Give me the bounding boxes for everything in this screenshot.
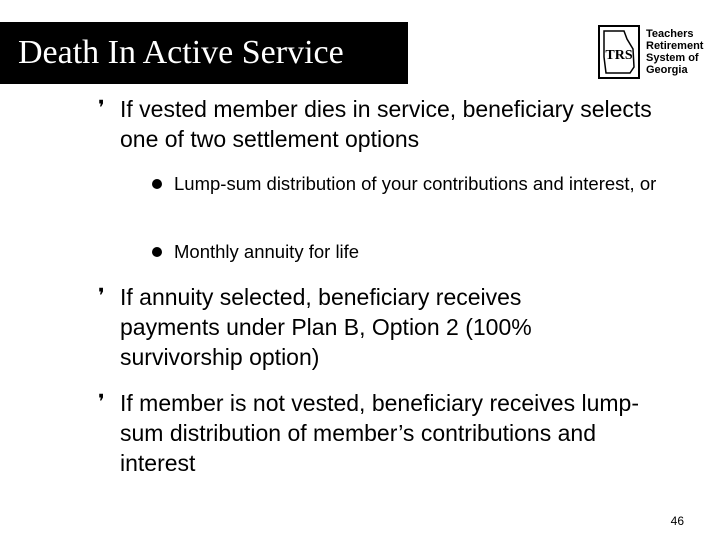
sub-bullet-text: Lump-sum distribution of your contributions and interest, or bbox=[174, 173, 657, 194]
sub-bullet-item bbox=[174, 172, 719, 196]
bullet-marker-icon: ❜ bbox=[98, 285, 105, 308]
bullet-text: If member is not vested, beneficiary receives lump-sum distribution of member’s contributions and interest bbox=[120, 390, 639, 476]
bullet-marker-icon: ❜ bbox=[98, 97, 105, 120]
slide-title: Death In Active Service bbox=[18, 34, 344, 71]
bullet-marker-icon: ❜ bbox=[98, 391, 105, 414]
logo-line: Teachers bbox=[646, 28, 694, 40]
logo-line: Retirement bbox=[646, 40, 704, 52]
logo-line: System of bbox=[646, 52, 699, 64]
bullet-item bbox=[98, 388, 665, 478]
sub-bullet-dot-icon bbox=[152, 179, 162, 189]
sub-bullet-text: Monthly annuity for life bbox=[174, 241, 360, 262]
logo-line: Georgia bbox=[646, 64, 688, 76]
bullet-text: If vested member dies in service, beneficiary selects one of two settlement options bbox=[120, 96, 652, 152]
sub-bullet-dot-icon bbox=[152, 247, 162, 257]
bullet-text: If annuity selected, beneficiary receives payments under Plan B, Option 2 (100% survivorship option) bbox=[120, 284, 532, 370]
sub-bullet-item bbox=[174, 240, 714, 264]
logo-monogram: TRS bbox=[605, 48, 633, 63]
bullet-item bbox=[98, 282, 620, 372]
page-number: 46 bbox=[670, 514, 684, 528]
bullet-item bbox=[98, 94, 680, 154]
